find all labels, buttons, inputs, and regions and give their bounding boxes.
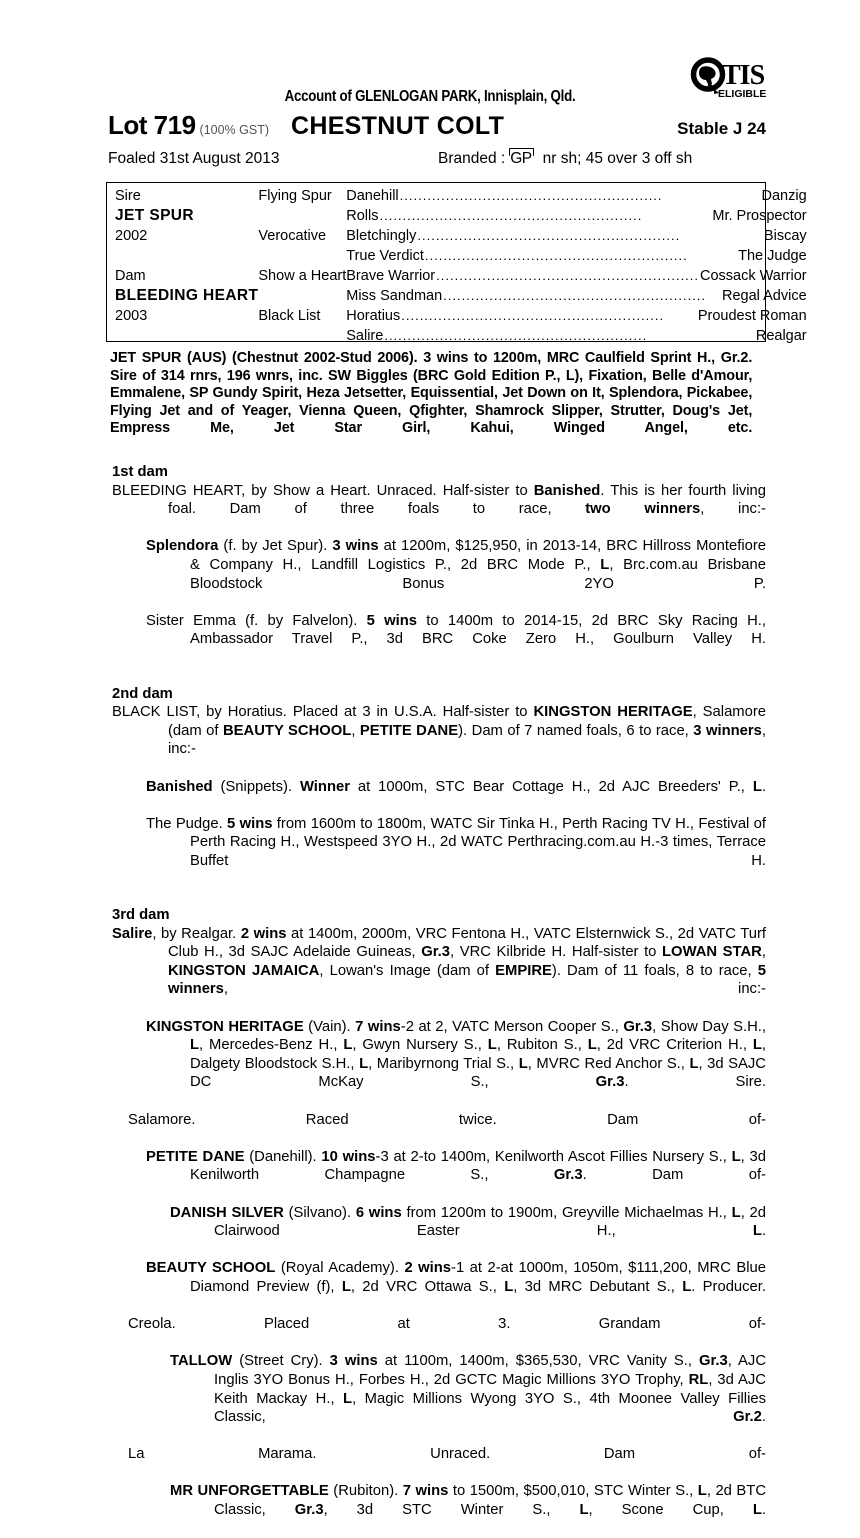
gst-note: (100% GST) [199, 123, 269, 137]
group-mark: Gr.3 [421, 944, 450, 961]
listed-mark: L [343, 1037, 353, 1054]
brand-symbol [510, 150, 531, 168]
grandparent-name: Horatius [346, 308, 401, 324]
stable-number: Stable J 24 [677, 119, 766, 138]
txt: , 3d STC Winter S., [323, 1502, 580, 1519]
txt: (Vain). [303, 1018, 356, 1035]
listed-mark: L [579, 1502, 589, 1519]
txt: , [351, 722, 360, 739]
txt: . [761, 1502, 766, 1519]
group-mark: Gr.3 [698, 1353, 728, 1370]
third-dam-main [112, 925, 766, 1018]
svg-text:TIS: TIS [722, 60, 765, 91]
txt: from 1200m to 1900m, Greyville Michaelmas H., [401, 1204, 732, 1221]
txt: , Dalgety Bloodstock S.H., [190, 1037, 766, 1072]
txt: . [761, 1409, 766, 1426]
brand-detail: nr sh; 45 over 3 off sh [542, 150, 693, 167]
txt: from 1600m to 1800m, WATC Sir Tinka H., Perth Racing TV H., Festival of Perth Racing H., Westspeed 3YO H., 2d WATC Perthracing.com.au H.-3 times, Terrace Buffet H. [190, 815, 766, 869]
listed-mark: RL [688, 1371, 709, 1388]
leader-dots: ......................................................... [436, 268, 700, 283]
foaled-branded-row [108, 150, 766, 174]
listed-mark: L [600, 556, 610, 573]
listed-mark: L [731, 1204, 741, 1221]
txt: BLACK LIST, by Horatius. Placed at 3 in U.S.A. Half-sister to [112, 704, 534, 721]
foaled-date: Foaled 31st August 2013 [108, 150, 280, 167]
sire-dam: Verocative [258, 228, 327, 244]
txt: , inc:- [168, 722, 766, 758]
dam-name: BLEEDING HEART [115, 287, 259, 304]
lot-number: Lot 719 [108, 110, 196, 140]
grandparent-row [346, 246, 806, 266]
progeny-tallow [170, 1352, 766, 1445]
progeny-sister-emma [146, 612, 766, 668]
dam-label: Dam [115, 268, 146, 284]
txt: (Silvano). [283, 1204, 356, 1221]
horse-name: BEAUTY SCHOOL [146, 1260, 276, 1277]
listed-mark: L [487, 1037, 497, 1054]
grandparent-sire: Cossack Warrior [700, 268, 807, 284]
txt: 3 wins [332, 538, 379, 555]
txt: . [761, 778, 766, 795]
txt: (Danehill). [244, 1148, 322, 1165]
listed-mark: L [731, 1148, 741, 1165]
txt: , 3d SAJC DC McKay S., [190, 1055, 766, 1091]
txt: , Maribyrnong Trial S., [368, 1055, 519, 1072]
txt: , 3d AJC Keith Mackay H., [214, 1371, 766, 1407]
txt: two winners [585, 501, 701, 518]
listed-mark: L [190, 1037, 200, 1054]
horse-name: Banished [146, 778, 213, 795]
grandparent-sire: Danzig [761, 188, 807, 204]
txt: , 3d MRC Debutant S., [513, 1278, 683, 1295]
txt: , MVRC Red Anchor S., [527, 1055, 690, 1072]
txt: , Salamore (dam of [168, 704, 767, 739]
txt: . Dam of- [582, 1167, 766, 1184]
sire-year: 2002 [115, 228, 148, 244]
txt: to 1400m to 2014-15, 2d BRC Sky Racing H., Ambassador Travel P., 3d BRC Coke Zero H., Goulburn Valley H. [190, 612, 767, 648]
progeny-mr-unforgettable [170, 1482, 766, 1538]
grandparent-row [346, 206, 806, 226]
grandparent-row [346, 186, 806, 206]
txt: 2 wins [404, 1260, 452, 1277]
txt: -1 at 2-at 1000m, 1050m, $111,200, MRC Blue Diamond Preview (f), [190, 1260, 766, 1295]
pedigree-col-parents [258, 183, 346, 341]
txt: at 1000m, STC Bear Cottage H., 2d AJC Breeders' P., [349, 778, 753, 795]
leader-dots: ......................................................... [424, 248, 688, 263]
horse-name: MR UNFORGETTABLE [170, 1483, 329, 1500]
sire-summary: JET SPUR (AUS) (Chestnut 2002-Stud 2006). 3 wins to 1200m, MRC Caulfield Sprint H., Gr.2. Sire of 314 rnrs, 196 wnrs, inc. SW Biggles (BRC Gold Edition P., L), Fixation, Belle d'Amour, Emmalene, SP Gundy Spirit, Heza Jetsetter, Equissential, Jet Down on It, Splendora, Pickabee, Flying Jet and of Yeager, Vienna Queen, Qfighter, Shamrock Slipper, Strutter, Doug's Jet, Empress Me, Jet Star Girl, Kahui, Winged Angel, etc. [110, 350, 753, 437]
txt: 3 wins [329, 1353, 378, 1370]
group-mark: Gr.2 [733, 1409, 762, 1426]
txt: at 1100m, 1400m, $365,530, VRC Vanity S., [377, 1353, 699, 1370]
first-dam-main [112, 482, 766, 538]
txt: 5 wins [227, 815, 273, 832]
txt: to 1500m, $500,010, STC Winter S., [448, 1483, 698, 1500]
progeny-the-pudge [146, 815, 766, 889]
listed-mark: L [752, 1223, 762, 1240]
txt: at 1400m, 2000m, VRC Fentona H., VATC Elsternwick S., 2d VATC Turf Club H., 3d SAJC Adelaide Guineas, [168, 925, 766, 961]
txt: , Show Day S.H., [652, 1018, 766, 1035]
sire-sire: Flying Spur [258, 188, 332, 204]
txt: . Sire. [624, 1074, 766, 1091]
txt: , 2d BTC Classic, [214, 1483, 766, 1519]
listed-mark: L [752, 1037, 762, 1054]
grandparent-name: Danehill [346, 188, 399, 204]
group-mark: Gr.3 [595, 1074, 625, 1091]
listed-mark: L [504, 1278, 514, 1295]
txt: , Mercedes-Benz H., [199, 1037, 344, 1054]
txt: Salamore. Raced twice. Dam of- [128, 1111, 766, 1128]
grandparent-name: Salire [346, 328, 384, 344]
txt: 10 wins [321, 1148, 376, 1165]
grandparent-sire: Regal Advice [722, 288, 807, 304]
leader-dots: ......................................................... [417, 228, 681, 243]
brand-overline [509, 148, 533, 156]
grandparent-sire: Realgar [755, 328, 807, 344]
progeny-petite-dane [146, 1148, 766, 1204]
dam-year: 2003 [115, 308, 148, 324]
listed-mark: L [587, 1037, 597, 1054]
grandparent-sire: Proudest Roman [697, 308, 807, 324]
txt: . Producer. [691, 1278, 767, 1295]
txt: , inc:- [223, 981, 766, 998]
txt: , 2d VRC Criterion H., [596, 1037, 753, 1054]
txt: 5 wins [366, 612, 418, 629]
grandparent-sire: Biscay [763, 228, 807, 244]
third-dam-heading: 3rd dam [112, 907, 170, 924]
listed-mark: L [359, 1055, 369, 1072]
horse-name: Sister Emma (f. by Falvelon). [146, 612, 367, 629]
ref-banished: Banished [533, 482, 601, 499]
txt: La Marama. Unraced. Dam of- [128, 1446, 766, 1463]
txt: , AJC Inglis 3YO Bonus H., Forbes H., 2d GCTC Magic Millions 3YO Trophy, [214, 1353, 767, 1388]
progeny-beauty-school [146, 1259, 766, 1315]
txt: at 1200m, $125,950, in 2013-14, BRC Hillross Montefiore & Company H., Landfill Logistics P., 2d BRC Mode P., [190, 538, 767, 573]
grandparent-sire: Mr. Prospector [712, 208, 807, 224]
txt: , 2d VRC Ottawa S., [350, 1278, 505, 1295]
txt: , Rubiton S., [496, 1037, 588, 1054]
txt: ). Dam of 11 foals, 8 to race, [551, 962, 758, 979]
ref-empire: EMPIRE [495, 962, 552, 979]
second-dam-heading: 2nd dam [112, 685, 173, 702]
svg-text:ELIGIBLE: ELIGIBLE [718, 88, 767, 100]
progeny-kingston-heritage [146, 1018, 766, 1111]
horse-name: Salire [112, 925, 153, 942]
horse-name: The Pudge. [146, 815, 228, 832]
page-title: CHESTNUT COLT [291, 112, 505, 140]
listed-mark: L [689, 1055, 699, 1072]
pedigree-table [106, 182, 807, 344]
txt: , 3d Kenilworth Champagne S., [190, 1148, 766, 1184]
txt: (f. by Jet Spur). [218, 538, 333, 555]
grandparent-name: Rolls [346, 208, 379, 224]
listed-mark: L [752, 778, 762, 795]
progeny-splendora [146, 537, 766, 611]
grandparent-row [346, 266, 806, 286]
txt: (Snippets). [212, 778, 300, 795]
txt: . [761, 1223, 766, 1240]
listed-mark: L [697, 1483, 707, 1500]
txt: -2 at 2, VATC Merson Cooper S., [400, 1018, 624, 1035]
txt: 5 winners [168, 962, 766, 998]
grandparent-row [346, 286, 806, 306]
txt: (Street Cry). [232, 1353, 330, 1370]
txt: 3 winners [693, 722, 762, 739]
txt: , inc:- [700, 501, 766, 518]
pedigree-col-grandparents [346, 183, 814, 344]
listed-mark: L [341, 1278, 351, 1295]
group-mark: Gr.3 [553, 1167, 583, 1184]
grandparent-row [346, 226, 806, 246]
listed-mark: L [682, 1278, 692, 1295]
txt: 7 wins [402, 1483, 449, 1500]
ref-lowan-star: LOWAN STAR [662, 944, 762, 961]
listed-mark: L [752, 1502, 762, 1519]
horse-name: TALLOW [170, 1353, 233, 1370]
ref-kingston-jamaica: KINGSTON JAMAICA [168, 962, 320, 979]
txt: (Royal Academy). [275, 1260, 405, 1277]
leader-dots: ......................................................... [443, 288, 707, 303]
grandparent-name: True Verdict [346, 248, 424, 264]
lot-header-row [108, 110, 766, 144]
txt: , Scone Cup, [588, 1502, 753, 1519]
dam-sections [106, 463, 766, 1538]
ref-beauty-school: BEAUTY SCHOOL [223, 722, 352, 739]
leader-dots: ......................................................... [399, 188, 663, 203]
horse-name: Splendora [146, 538, 219, 555]
dam-sire: Show a Heart [258, 268, 347, 284]
grandparent-name: Bletchingly [346, 228, 417, 244]
txt: (Rubiton). [328, 1483, 403, 1500]
txt: , Lowan's Image (dam of [319, 962, 496, 979]
pedigree-col-subject [107, 183, 258, 341]
brand-code: GP [510, 150, 532, 167]
progeny-salamore [128, 1111, 766, 1148]
pedigree-spacer [115, 246, 258, 266]
grandparent-sire: The Judge [738, 248, 807, 264]
grandparent-name: Brave Warrior [346, 268, 436, 284]
txt: 7 wins [355, 1018, 401, 1035]
horse-name: DANISH SILVER [170, 1204, 284, 1221]
progeny-creola [128, 1315, 766, 1352]
grandparent-name: Miss Sandman [346, 288, 443, 304]
leader-dots: ......................................................... [384, 328, 648, 343]
horse-name: KINGSTON HERITAGE [146, 1018, 304, 1035]
ref-kingston-heritage: KINGSTON HERITAGE [533, 704, 693, 721]
txt: 2 wins [240, 925, 287, 942]
txt: BLEEDING HEART, by Show a Heart. Unraced. Half-sister to [112, 482, 534, 499]
txt: , VRC Kilbride H. Half-sister to [450, 944, 663, 961]
txt: Creola. Placed at 3. Grandam of- [128, 1316, 766, 1333]
branded-label: Branded : [438, 150, 506, 167]
leader-dots: ......................................................... [379, 208, 643, 223]
txt: , Brc.com.au Brisbane Bloodstock Bonus 2YO P. [190, 556, 766, 592]
sire-label: Sire [115, 188, 141, 204]
leader-dots: ......................................................... [401, 308, 665, 323]
txt: -3 at 2-to 1400m, Kenilworth Ascot Fillies Nursery S., [375, 1148, 732, 1165]
horse-name: PETITE DANE [146, 1148, 245, 1165]
txt: , [761, 944, 766, 961]
grandparent-row [346, 306, 806, 326]
first-dam-heading: 1st dam [112, 464, 168, 480]
txt: Winner [299, 778, 350, 795]
listed-mark: L [343, 1390, 353, 1407]
txt: 6 wins [355, 1204, 402, 1221]
txt: , 2d Clairwood Easter H., [214, 1204, 767, 1240]
group-mark: Gr.3 [294, 1502, 324, 1519]
account-line: Account of GLENLOGAN PARK, Innisplain, Qld. [284, 88, 576, 105]
txt: . This is her fourth living foal. Dam of three foals to race, [168, 482, 766, 518]
txt: , Gwyn Nursery S., [352, 1037, 488, 1054]
grandparent-row [346, 326, 806, 346]
progeny-banished [146, 778, 766, 815]
ref-petite-dane: PETITE DANE [359, 722, 459, 739]
second-dam-main [112, 703, 766, 777]
sire-name: JET SPUR [115, 207, 194, 224]
txt: , by Realgar. [152, 925, 241, 942]
listed-mark: L [518, 1055, 528, 1072]
txt: ). Dam of 7 named foals, 6 to race, [458, 722, 694, 739]
txt: , Magic Millions Wyong 3YO S., 4th Moonee Valley Fillies Classic, [214, 1390, 766, 1426]
group-mark: Gr.3 [623, 1018, 653, 1035]
progeny-danish-silver [170, 1204, 766, 1260]
progeny-la-marama [128, 1445, 766, 1482]
dam-dam: Black List [258, 308, 321, 324]
